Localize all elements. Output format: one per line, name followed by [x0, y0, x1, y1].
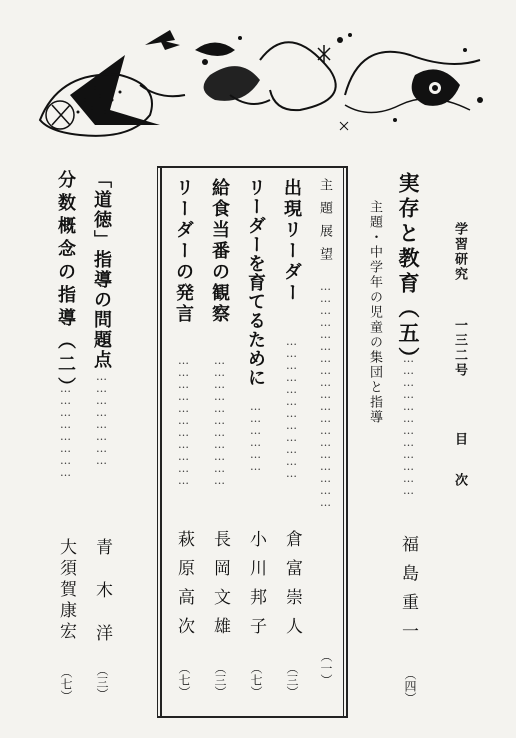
toc-entry-page: （七） — [177, 662, 191, 698]
toc-entry-author: 大須賀康宏 — [56, 538, 76, 643]
toc-entry-title: 出現リーダー — [281, 178, 302, 304]
toc-entry-title: 分数概念の指導（二） — [55, 170, 76, 400]
toc-entry-page: （七） — [59, 666, 73, 702]
leader-dots: ……………………………… — [402, 352, 415, 496]
leader-dots: ………………………………………………… — [319, 280, 332, 508]
issue-number: 一三二号 — [452, 318, 467, 378]
toc-entry-page: （七） — [249, 662, 263, 698]
toc-entry-title: リーダーの発言 — [173, 178, 194, 325]
toc-entry-author: 小川邦子 — [246, 530, 266, 646]
divider-rule — [160, 166, 162, 718]
divider-rule-thin — [157, 166, 158, 718]
toc-entry-page: （四） — [403, 668, 417, 704]
toc-entry-author: 萩原高次 — [174, 530, 194, 646]
toc-entry-author: 長岡文雄 — [210, 530, 230, 646]
toc-entry-author: 福島重一 — [398, 535, 418, 651]
leader-dots: …………………………… — [177, 354, 190, 486]
toc-entry-title: 「道徳」指導の問題点 — [91, 170, 112, 370]
box-bottom-rule — [157, 716, 347, 718]
toc-entry-page: （三） — [95, 664, 109, 700]
leader-dots: ……………………………… — [285, 335, 298, 479]
toc-entry-author: 青木洋 — [92, 538, 112, 667]
toc-entry-title: 実存と教育（五） — [396, 172, 421, 372]
toc-label: 目次 — [452, 432, 467, 514]
toc-entry-page: （三） — [285, 662, 299, 698]
toc-entry-author: 倉富崇人 — [282, 530, 302, 646]
blob-shape-icon — [412, 69, 460, 105]
divider-rule — [346, 166, 348, 718]
bird-shape-icon — [195, 43, 270, 105]
asterisk-icon — [318, 45, 330, 63]
toc-entry-title: リーダーを育てるために — [245, 178, 266, 387]
toc-entry-title: 主題展望 — [317, 178, 332, 270]
leader-dots: ……………… — [249, 400, 262, 472]
box-top-rule — [157, 166, 347, 168]
leader-dots: …………………… — [95, 370, 108, 466]
theme-heading: 主題・中学年の児童の集団と指導 — [367, 200, 382, 425]
header-illustration — [0, 0, 516, 160]
leader-dots: …………………… — [59, 382, 72, 478]
divider-rule-thin — [343, 166, 344, 718]
toc-entry-page: （三） — [213, 662, 227, 698]
toc-entry-page: （一） — [319, 650, 333, 686]
leader-dots: …………………………… — [213, 354, 226, 486]
toc-entry-title: 給食当番の観察 — [209, 178, 230, 325]
journal-title: 学習研究 — [452, 222, 467, 282]
